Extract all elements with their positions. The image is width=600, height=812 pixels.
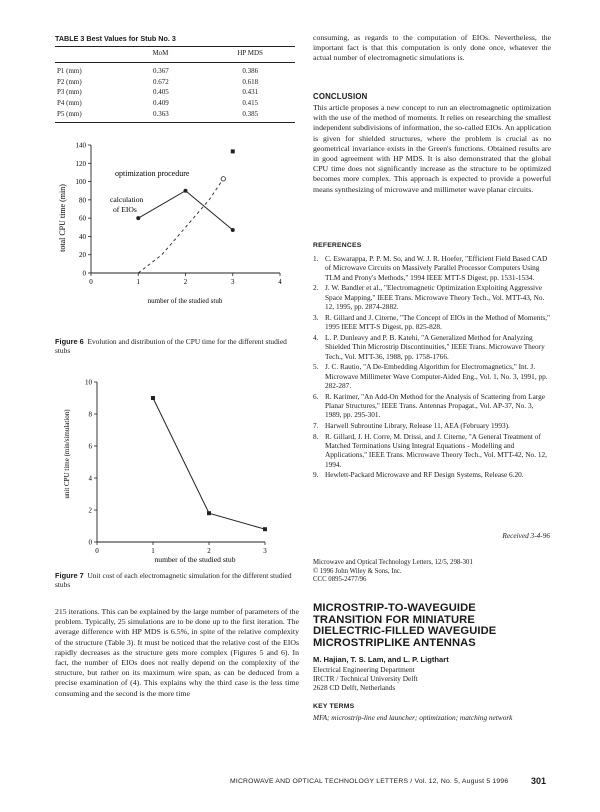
fig7-y-tick-label: 6 xyxy=(88,442,92,451)
table3-top-rule xyxy=(55,46,295,47)
fig6-data-point xyxy=(136,216,140,220)
fig7-axes xyxy=(85,379,267,556)
fig7-x-tick-label: 1 xyxy=(151,547,155,555)
figure7-chart xyxy=(55,372,300,567)
fig7-data-point xyxy=(263,527,267,531)
affiliation-line: 2628 CD Delft, Netherlands xyxy=(313,682,396,692)
fig7-ylabel: unit CPU time (min/simulation) xyxy=(63,409,71,499)
article-title-line: MICROSTRIP-TO-WAVEGUIDE xyxy=(313,602,476,614)
table3-header-cell: HP MDS xyxy=(237,49,263,58)
figure6-label: Figure 6 xyxy=(55,337,84,346)
fig6-x-tick-label: 1 xyxy=(136,278,140,286)
table3-header-cell: MoM xyxy=(152,49,169,58)
reference-number: 2. xyxy=(313,283,319,293)
reference-item xyxy=(313,392,551,420)
fig6-y-tick-label: 80 xyxy=(79,196,86,205)
fig6-data-point xyxy=(221,177,225,181)
conclusion-text: This article proposes a new concept to run an electromagnetic optimization with the use of the method of moments. It relies on researching the smallest independent subdivisions of information, the so-called EIOs. An application is given for shielded structures, where the problem is crucial as no geometrical invariance exists in the Green's functions. Obtained results are in good agreement with HP MDS. It is also demonstrated that the global CPU time does not significantly increase as the structure to be optimized becomes more complex. This approach is expected to provide a powerful means synthesizing of microwave and millimeter wave planar circuits. xyxy=(313,103,551,194)
affiliation-line: IRCTR / Technical University Delft xyxy=(313,673,418,683)
key-terms-heading: KEY TERMS xyxy=(313,703,355,710)
reference-text: R. Karimer, "An Add-On Method for the Analysis of Scattering from Large Planar Structures," IEEE Trans. Antennas Propagat., Vol. AP-37, No. 3, 1989, pp. 295-301. xyxy=(325,391,545,420)
table-cell: 0.405 xyxy=(153,88,169,97)
received-date: Received 3-4-96 xyxy=(502,531,550,540)
fig6-y-tick-label: 100 xyxy=(75,178,86,187)
table-cell: 0.409 xyxy=(153,99,169,108)
references-heading: REFERENCES xyxy=(313,242,362,249)
table-cell: 0.431 xyxy=(242,88,259,97)
table-cell: P1 (mm) xyxy=(57,67,82,76)
fig6-y-tick-label: 140 xyxy=(75,141,86,150)
fig7-y-tick-label: 4 xyxy=(88,474,92,483)
table3-bottom-rule xyxy=(55,122,295,123)
reference-number: 9. xyxy=(313,470,319,480)
fig6-data-point xyxy=(231,149,235,153)
reference-item xyxy=(313,470,551,479)
reference-number: 3. xyxy=(313,312,319,322)
table-row xyxy=(55,98,295,109)
reference-text: Hewlett-Packard Microwave and RF Design Systems, Release 6.20. xyxy=(325,470,524,480)
fig6-axes xyxy=(76,142,283,287)
table-cell: 0.415 xyxy=(242,99,259,108)
reference-text: Harwell Subroutine Library, Release 11, AEA (February 1993). xyxy=(325,421,510,431)
fig6-y-tick-label: 0 xyxy=(82,269,86,278)
reference-item xyxy=(313,421,551,430)
table3 xyxy=(55,48,295,59)
article-title xyxy=(313,603,553,649)
reference-number: 5. xyxy=(313,362,319,372)
table-cell: P5 (mm) xyxy=(57,109,82,118)
fig7-x-tick-label: 2 xyxy=(207,547,211,555)
fig6-y-tick-label: 60 xyxy=(79,214,86,223)
figure7-label: Figure 7 xyxy=(55,571,84,580)
fig6-annotation-calc-2: of EIOs xyxy=(113,205,137,214)
conclusion-heading: CONCLUSION xyxy=(313,92,368,101)
reference-number: 6. xyxy=(313,391,319,401)
article-affiliation xyxy=(313,666,551,692)
reference-text: R. Gillard, J. H. Corre, M. Drissi, and J. Citerne, "A General Treatment of Matched Terminations Using Integral Equations - Modelling and Applications," IEEE Trans. Microwave Theory Tech., Vol. MTT-42, No. 12, 1994. xyxy=(325,431,547,469)
key-terms: MFA; microstrip-line end launcher; optimization; matching network xyxy=(313,713,513,722)
reference-item xyxy=(313,432,551,470)
reference-text: J. W. Bandler et al., "Electromagnetic Optimization Exploiting Aggressive Space Mapping," IEEE Trans. Microwave Theory Tech., Vol. MTT-43, No. 12, 1995, pp. 2874-2882. xyxy=(325,283,545,312)
fig7-xlabel: number of the studied stub xyxy=(154,555,236,564)
fig6-xlabel: number of the studied stub xyxy=(147,297,223,305)
table3-title: TABLE 3 Best Values for Stub No. 3 xyxy=(55,34,176,43)
table-cell: 0.386 xyxy=(242,67,259,76)
right-top-paragraph: consuming, as regards to the computation of EIOs. Nevertheless, the important fact is that this computation is only done once, whatever the actual number of electromagnetic simulations is. xyxy=(313,33,551,63)
fig6-x-tick-label: 0 xyxy=(89,278,93,286)
fig6-y-tick-label: 20 xyxy=(79,251,86,260)
reference-item xyxy=(313,362,551,390)
table-row xyxy=(55,66,295,77)
fig6-x-tick-label: 2 xyxy=(183,278,188,286)
table-cell: 0.363 xyxy=(153,109,169,118)
reference-text: R. Gillard and J. Citerne, "The Concept of EIOs in the Method of Moments," 1995 IEEE MTT-S Digest, pp. 825-828. xyxy=(325,312,551,332)
table-row xyxy=(55,108,295,119)
reference-number: 8. xyxy=(313,431,319,441)
article-title-line: TRANSITION FOR MINIATURE xyxy=(313,613,475,626)
table-cell: P3 (mm) xyxy=(57,88,82,97)
table3-header-row xyxy=(55,48,295,59)
reference-text: L. P. Dunleavy and P. B. Katehi, "A Generalized Method for Analyzing Shielded Thin Microstrip Discontinuities," IEEE Trans. Microwave Theory Tech., Vol. MTT-36, 1988, pp. 1758-1766. xyxy=(325,332,545,361)
fig6-y-tick-label: 120 xyxy=(75,159,86,168)
fig6-marks xyxy=(136,149,235,273)
table-row xyxy=(55,87,295,98)
citation-line: CCC 0895-2477/96 xyxy=(313,576,367,584)
figure6-text: Evolution and distribution of the CPU time for the different studied stubs xyxy=(55,337,287,356)
footer-journal: MICROWAVE AND OPTICAL TECHNOLOGY LETTERS / Vol. 12, No. 5, August 5 1996 xyxy=(230,778,509,785)
fig7-y-tick-label: 0 xyxy=(88,538,92,547)
table3-header-cell xyxy=(55,48,116,59)
fig6-series-line xyxy=(138,191,233,230)
fig7-marks xyxy=(151,396,267,531)
fig7-data-point xyxy=(207,511,211,515)
reference-number: 4. xyxy=(313,332,319,342)
table-cell: 0.672 xyxy=(153,77,169,86)
reference-number: 1. xyxy=(313,254,319,263)
table3-header-rule xyxy=(55,62,295,63)
reference-item xyxy=(313,283,551,311)
fig7-y-tick-label: 8 xyxy=(88,410,92,419)
table-cell: 0.385 xyxy=(242,109,259,118)
figure6-chart xyxy=(55,140,300,335)
reference-number: 7. xyxy=(313,421,319,431)
citation-line: © 1996 John Wiley & Sons, Inc. xyxy=(313,567,402,575)
citation-line: Microwave and Optical Technology Letters, 12/5, 298-301 xyxy=(313,559,473,566)
fig6-x-tick-label: 3 xyxy=(231,278,235,286)
article-authors: M. Hajian, T. S. Lam, and L. P. Ligthart xyxy=(313,655,449,664)
article-title-line: DIELECTRIC-FILLED WAVEGUIDE xyxy=(313,625,497,637)
fig6-data-point xyxy=(184,189,188,193)
table-cell: 0.618 xyxy=(242,77,259,86)
reference-list xyxy=(313,254,551,481)
table3-body xyxy=(55,66,295,119)
reference-item xyxy=(313,254,551,282)
table-cell: 0.367 xyxy=(153,67,169,76)
fig6-ylabel: total CPU time (min) xyxy=(58,184,67,252)
table-cell: P4 (mm) xyxy=(57,99,82,108)
article-title-line: MICROSTRIPLIKE ANTENNAS xyxy=(313,636,476,649)
footer-page-number: 301 xyxy=(531,776,547,786)
figure7-text: Unit cost of each electromagnetic simulation for the different studied stubs xyxy=(55,571,292,590)
fig7-series-line xyxy=(153,398,265,529)
figure6-caption xyxy=(55,337,300,356)
fig6-annotation-opt: optimization procedure xyxy=(115,169,190,178)
left-body-paragraph: 215 iterations. This can be explained by the large number of parameters of the problem. Typically, 25 simulations are to be done up to the first iteration. The average difference with HP MDS is 6.5%, in spite of the relative complexity of the structure (Table 3). It must be noticed that the relative cost of the EIOs rapidly decreases as the structure gets more complex (Figures 5 and 6). In fact, the number of EIOs does not really depend on the complexity of the structure, but rather on its maximum wire span, as can be deduced from a precise examination of (4). This explains why the third case is the less time consuming and the second is the more time xyxy=(55,607,299,698)
fig6-data-point xyxy=(231,228,235,232)
reference-item xyxy=(313,333,551,361)
reference-item xyxy=(313,313,551,332)
fig6-x-tick-label: 4 xyxy=(278,278,282,286)
table-cell: P2 (mm) xyxy=(57,77,82,86)
affiliation-line: Electrical Engineering Department xyxy=(313,665,415,674)
table-row xyxy=(55,77,295,88)
fig7-data-point xyxy=(151,396,155,400)
reference-text: C. Eswarappa, P. P. M. So, and W. J. R. Hoefer, "Efficient Field Based CAD of Microwave Circuits on Massively Parallel Processor Computers Using TLM and Prony's Methods," 1994 IEEE MTT-S Digest, pp. 1531-1534. xyxy=(325,254,548,282)
fig6-annotation-calc-1: calculation xyxy=(110,195,144,204)
fig7-x-tick-label: 0 xyxy=(95,547,99,555)
fig7-x-tick-label: 3 xyxy=(263,547,267,555)
figure7-caption xyxy=(55,571,300,590)
fig6-y-tick-label: 40 xyxy=(79,232,86,241)
fig7-y-tick-label: 2 xyxy=(88,506,92,515)
citation-block xyxy=(313,559,551,585)
fig7-y-tick-label: 10 xyxy=(85,378,92,387)
reference-text: J. C. Rautio, "A De-Embedding Algorithm for Electromagnetics," Int. J. Microwave Millimeter Wave Computer-Aided Eng., Vol. 1, No. 3, 1991, pp. 282-287. xyxy=(325,362,548,391)
